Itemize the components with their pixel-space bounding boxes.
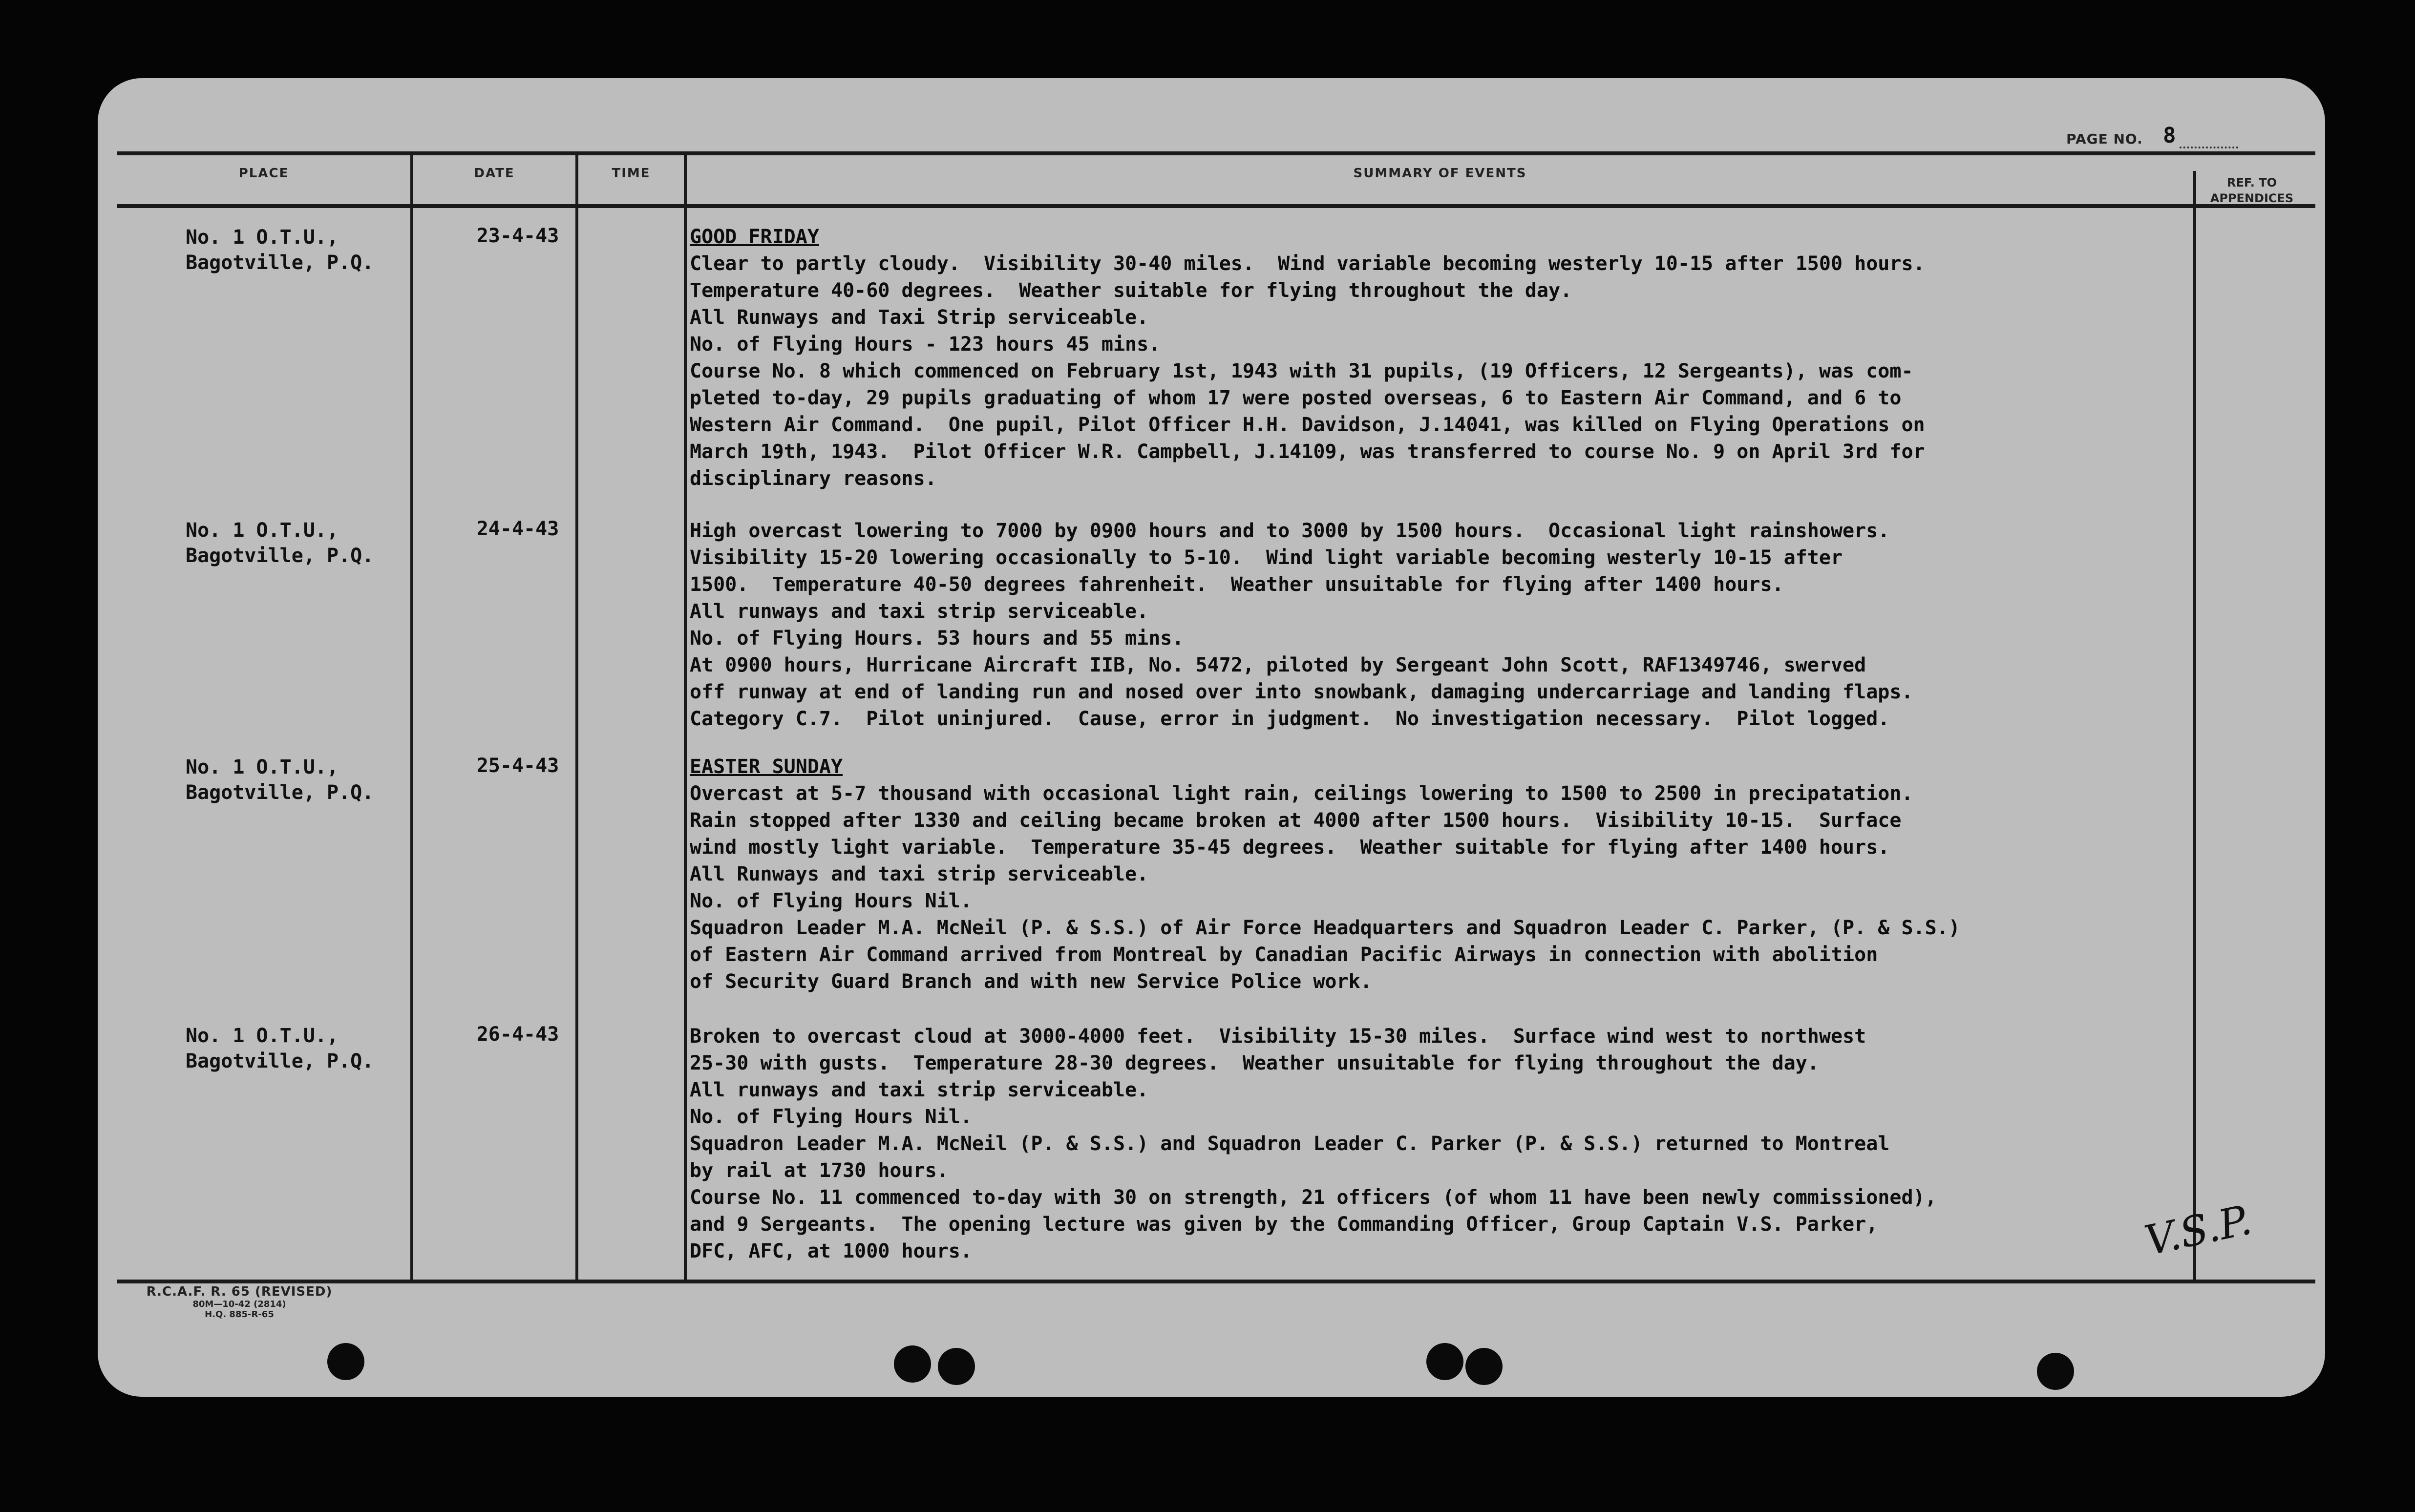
summary-line: Visibility 15-20 lowering occasionally to 5-10. Wind light variable becoming westerly 10-15 after xyxy=(690,546,1843,569)
summary-line: off runway at end of landing run and nosed over into snowbank, damaging undercarriage and landing flaps. xyxy=(690,681,1913,703)
summary-line: Western Air Command. One pupil, Pilot Officer H.H. Davidson, J.14041, was killed on Flying Operations on xyxy=(690,414,1925,436)
form-number: R.C.A.F. R. 65 (REVISED) xyxy=(146,1284,333,1299)
entry-summary xyxy=(690,224,2184,492)
entry-place xyxy=(186,225,415,275)
summary-line: disciplinary reasons. xyxy=(690,467,937,490)
time-summary-divider xyxy=(684,151,687,1280)
binder-hole xyxy=(1426,1343,1463,1380)
entry-heading: GOOD FRIDAY xyxy=(690,226,819,248)
place-location: Bagotville, P.Q. xyxy=(186,781,374,804)
place-unit: No. 1 O.T.U., xyxy=(186,1025,339,1047)
summary-line: All Runways and taxi strip serviceable. xyxy=(690,863,1149,885)
entry-date: 23-4-43 xyxy=(476,225,559,247)
summary-line: All runways and taxi strip serviceable. xyxy=(690,600,1149,623)
summary-line: of Eastern Air Command arrived from Montreal by Canadian Pacific Airways in connection with abolition xyxy=(690,944,1878,966)
summary-line: Course No. 11 commenced to-day with 30 on strength, 21 officers (of whom 11 have been newly commissioned), xyxy=(690,1186,1937,1209)
summary-line: 25-30 with gusts. Temperature 28-30 degrees. Weather unsuitable for flying throughout the day. xyxy=(690,1052,1819,1074)
entry-date: 24-4-43 xyxy=(476,518,559,540)
summary-line: Temperature 40-60 degrees. Weather suitable for flying throughout the day. xyxy=(690,279,1572,302)
entry-place xyxy=(186,1023,415,1074)
place-location: Bagotville, P.Q. xyxy=(186,252,374,274)
summary-line: Course No. 8 which commenced on February 1st, 1943 with 31 pupils, (19 Officers, 12 Sergeants), was com- xyxy=(690,360,1913,382)
entry-date: 25-4-43 xyxy=(476,755,559,777)
summary-ref-divider xyxy=(2193,171,2196,1280)
summary-line: Category C.7. Pilot uninjured. Cause, error in judgment. No investigation necessary. Pilot logged. xyxy=(690,708,1890,730)
summary-line: High overcast lowering to 7000 by 0900 hours and to 3000 by 1500 hours. Occasional light rainshowers. xyxy=(690,520,1890,542)
entry-date: 26-4-43 xyxy=(476,1023,559,1046)
summary-line: Rain stopped after 1330 and ceiling became broken at 4000 after 1500 hours. Visibility 10-15. Surface xyxy=(690,809,1902,832)
form-hq-ref: H.Q. 885-R-65 xyxy=(205,1309,274,1320)
entry-summary xyxy=(690,1023,2184,1265)
form-number-note xyxy=(112,1284,366,1320)
place-date-divider xyxy=(410,151,413,1280)
summary-line: No. of Flying Hours - 123 hours 45 mins. xyxy=(690,333,1161,356)
summary-line: and 9 Sergeants. The opening lecture was given by the Commanding Officer, Group Captain V.S. Parker, xyxy=(690,1213,1878,1236)
summary-line: Broken to overcast cloud at 3000-4000 feet. Visibility 15-30 miles. Surface wind west to northwest xyxy=(690,1025,1866,1048)
header-rule xyxy=(117,204,2315,208)
summary-line: by rail at 1730 hours. xyxy=(690,1159,949,1182)
place-unit: No. 1 O.T.U., xyxy=(186,519,339,542)
summary-line: No. of Flying Hours. 53 hours and 55 mins. xyxy=(690,627,1184,650)
summary-line: wind mostly light variable. Temperature 35-45 degrees. Weather suitable for flying after 1400 hours. xyxy=(690,836,1890,859)
diary-card xyxy=(98,78,2325,1397)
place-location: Bagotville, P.Q. xyxy=(186,1050,374,1072)
page-number: 8 xyxy=(2163,123,2176,148)
bottom-rule xyxy=(117,1280,2315,1283)
page-number-dotted-line xyxy=(2180,147,2238,148)
summary-line: 1500. Temperature 40-50 degrees fahrenheit. Weather unsuitable for flying after 1400 hours. xyxy=(690,573,1784,596)
header-summary: SUMMARY OF EVENTS xyxy=(1353,166,1527,181)
entry-heading: EASTER SUNDAY xyxy=(690,756,843,778)
binder-hole xyxy=(894,1345,931,1383)
place-unit: No. 1 O.T.U., xyxy=(186,756,339,778)
summary-line: No. of Flying Hours Nil. xyxy=(690,1106,972,1128)
form-print-run: 80M—10-42 (2814) xyxy=(192,1299,286,1309)
entry-place xyxy=(186,755,415,805)
summary-line: Clear to partly cloudy. Visibility 30-40 miles. Wind variable becoming westerly 10-15 after 1500 hours. xyxy=(690,252,1925,275)
summary-line: pleted to-day, 29 pupils graduating of whom 17 were posted overseas, 6 to Eastern Air Command, and 6 to xyxy=(690,387,1902,409)
entry-place xyxy=(186,518,415,568)
header-date: DATE xyxy=(474,166,515,181)
top-rule xyxy=(117,151,2315,155)
summary-line: Squadron Leader M.A. McNeil (P. & S.S.) and Squadron Leader C. Parker (P. & S.S.) returned to Montreal xyxy=(690,1133,1890,1155)
summary-line: No. of Flying Hours Nil. xyxy=(690,890,972,912)
header-place: PLACE xyxy=(238,166,289,181)
header-time: TIME xyxy=(612,166,651,181)
entry-summary xyxy=(690,754,2184,995)
summary-line: At 0900 hours, Hurricane Aircraft IIB, No. 5472, piloted by Sergeant John Scott, RAF1349746, swerved xyxy=(690,654,1866,676)
binder-hole xyxy=(2037,1353,2074,1390)
summary-line: All runways and taxi strip serviceable. xyxy=(690,1079,1149,1101)
summary-line: March 19th, 1943. Pilot Officer W.R. Campbell, J.14109, was transferred to course No. 9 on April 3rd for xyxy=(690,441,1925,463)
summary-line: Overcast at 5-7 thousand with occasional light rain, ceilings lowering to 1500 to 2500 in precipatation. xyxy=(690,782,1913,805)
summary-line: DFC, AFC, at 1000 hours. xyxy=(690,1240,972,1262)
summary-line: Squadron Leader M.A. McNeil (P. & S.S.) of Air Force Headquarters and Squadron Leader C. Parker, (P. & S.S.) xyxy=(690,917,1960,939)
binder-hole xyxy=(938,1348,975,1385)
summary-line: All Runways and Taxi Strip serviceable. xyxy=(690,306,1149,329)
place-location: Bagotville, P.Q. xyxy=(186,545,374,567)
place-unit: No. 1 O.T.U., xyxy=(186,226,339,249)
header-ref-appendices: REF. TO APPENDICES xyxy=(2210,176,2294,205)
date-time-divider xyxy=(575,151,578,1280)
binder-hole xyxy=(1465,1348,1503,1385)
handwritten-initials: V.S.P. xyxy=(2140,1196,2256,1265)
page-number-label: PAGE NO. xyxy=(2066,131,2143,147)
entry-summary xyxy=(690,518,2184,733)
summary-line: of Security Guard Branch and with new Service Police work. xyxy=(690,970,1372,993)
binder-hole xyxy=(327,1343,364,1380)
